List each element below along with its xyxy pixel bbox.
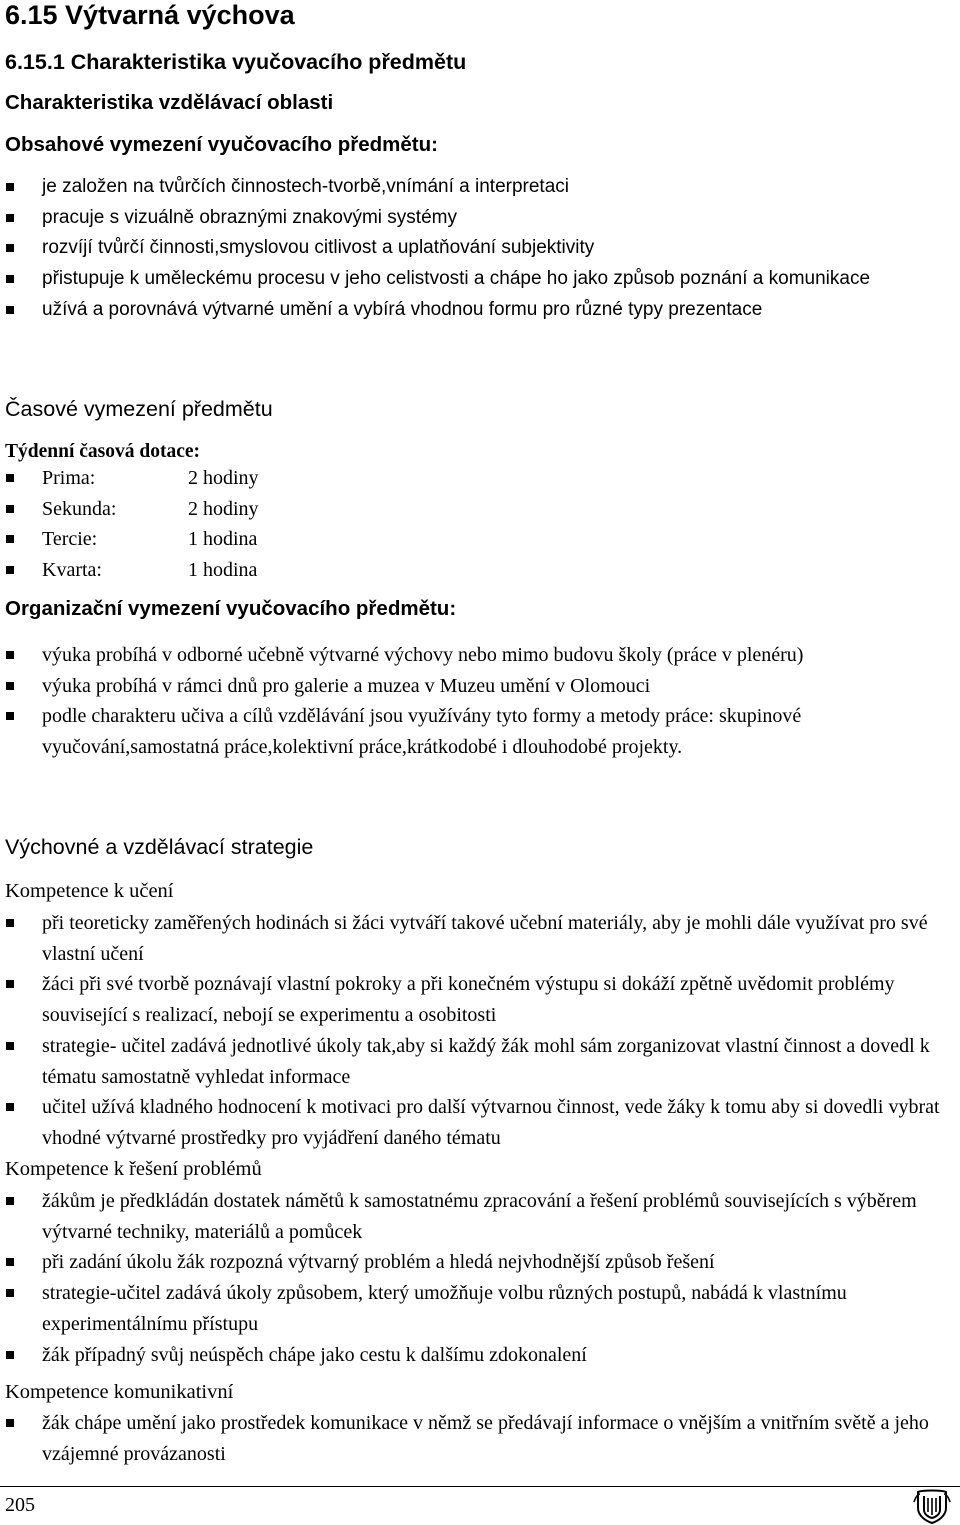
time-item [0,555,942,586]
time-item-value: 1 hodina [188,559,258,582]
organization-list [0,640,942,763]
communication-list [0,1408,942,1469]
weekly-label: Týdenní časová dotace: [5,441,200,462]
list-item: užívá a porovnává výtvarné umění a vybírá vhodnou formu pro různé typy prezentace [0,295,942,326]
time-item [0,494,942,525]
page-number: 205 [5,1494,35,1516]
list-item: žák případný svůj neúspěch chápe jako cestu k dalšímu zdokonalení [0,1340,942,1371]
footer-divider [0,1486,960,1487]
list-item: strategie-učitel zadává úkoly způsobem, který umožňuje volbu různých postupů, nabádá k vlastnímu experimentálnímu přístupu [0,1278,942,1339]
time-list [0,463,942,586]
problems-heading: Kompetence k řešení problémů [5,1158,262,1180]
list-item: při teoreticky zaměřených hodinách si žáci vytváří takové učební materiály, aby je mohli dále využívat pro své vlastní učení [0,908,942,969]
list-item [0,264,942,295]
section-heading: 6.15.1 Charakteristika vyučovacího předmětu [5,50,467,74]
list-item: strategie- učitel zadává jednotlivé úkoly tak,aby si každý žák mohl sám zorganizovat vlastní činnost a dovedl k tématu samostatně vyhledat informace [0,1031,942,1092]
list-item: je založen na tvůrčích činnostech-tvorbě,vnímání a interpretaci [0,172,942,203]
list-item: výuka probíhá v odborné učebně výtvarné výchovy nebo mimo budovu školy (práce v plenéru) [0,640,942,671]
time-item [0,524,942,555]
time-item-label: Prima: [42,467,96,489]
communication-heading: Kompetence komunikativní [5,1381,234,1403]
list-item: pracuje s vizuálně obraznými znakovými systémy [0,203,942,234]
list-item: učitel užívá kladného hodnocení k motivaci pro další výtvarnou činnost, vede žáky k tomu aby si dovedli vybrat vhodné výtvarné prostředky pro vyjádření daného tématu [0,1092,942,1153]
time-item-label: Kvarta: [42,559,102,582]
time-heading: Časové vymezení předmětu [5,397,273,421]
learning-list [0,908,942,1154]
time-item-value: 1 hodina [188,528,258,551]
list-item-text: přistupuje k uměleckému procesu v jeho celistvosti a chápe ho jako způsob poznání a komunikace [42,268,871,290]
list-item: rozvíjí tvůrčí činnosti,smyslovou citlivost a uplatňování subjektivity [0,233,942,264]
time-item-value: 2 hodiny [188,467,259,489]
strategies-heading: Výchovné a vzdělávací strategie [5,835,314,859]
list-item: žák chápe umění jako prostředek komunikace v němž se předávají informace o vnějším a vnitřním světě a jeho vzájemné provázanosti [0,1408,942,1469]
organization-heading: Organizační vymezení vyučovacího předmětu: [5,597,457,620]
time-item [0,463,942,494]
time-item-value: 2 hodiny [188,497,259,520]
problems-list [0,1186,942,1370]
content-list [0,172,942,326]
list-item: při zadání úkolu žák rozpozná výtvarný problém a hledá nejvhodnější způsob řešení [0,1247,942,1278]
content-heading: Obsahové vymezení vyučovacího předmětu: [5,133,438,156]
sub-heading: Charakteristika vzdělávací oblasti [5,91,334,114]
learning-heading: Kompetence k učení [5,880,174,902]
page-title: 6.15 Výtvarná výchova [5,0,295,30]
school-crest-icon [912,1488,952,1524]
time-item-label: Tercie: [42,528,98,551]
list-item: podle charakteru učiva a cílů vzdělávání jsou využívány tyto formy a metody práce: skupinové vyučování,samostatná práce,kolektivní práce,krátkodobé i dlouhodobé projekty. [0,701,942,762]
list-item: žákům je předkládán dostatek námětů k samostatnému zpracování a řešení problémů souvisejících s výběrem výtvarné techniky, materiálů a pomůcek [0,1186,942,1247]
list-item: výuka probíhá v rámci dnů pro galerie a muzea v Muzeu umění v Olomouci [0,671,942,702]
list-item: žáci při své tvorbě poznávají vlastní pokroky a při konečném výstupu si dokáží zpětně uvědomit problémy související s realizací, nebojí se experimentu a osobitosti [0,969,942,1030]
time-item-label: Sekunda: [42,497,117,520]
